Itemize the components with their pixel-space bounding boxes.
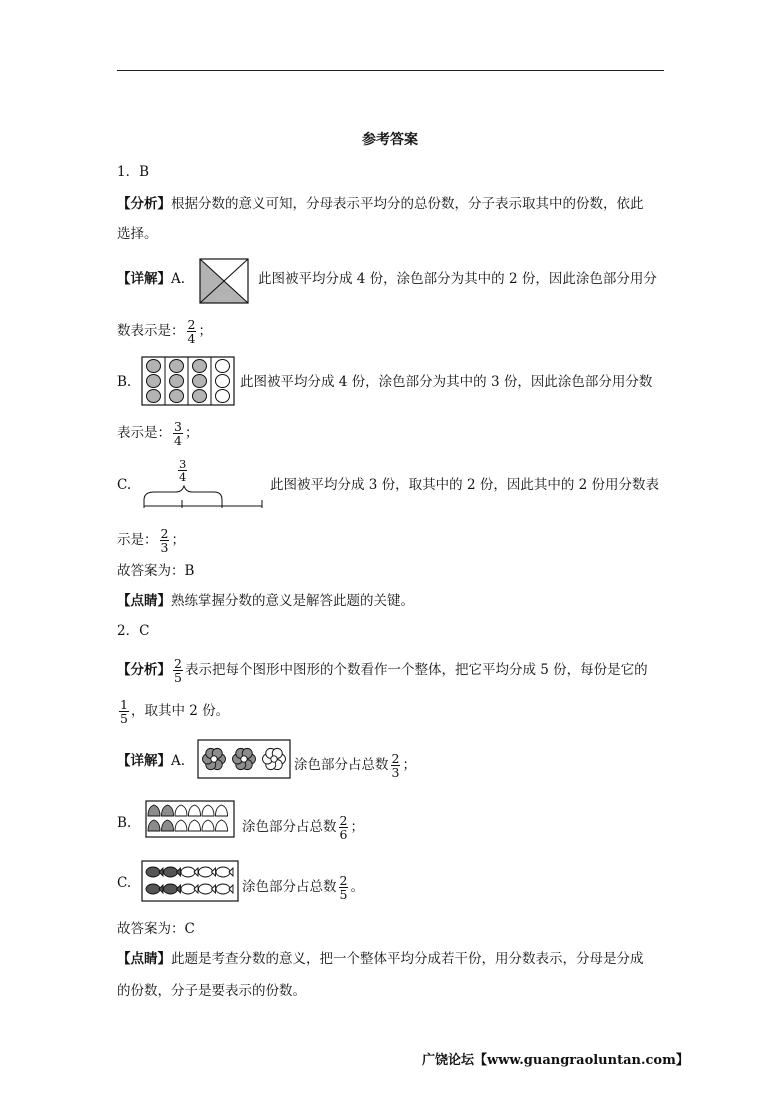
q2-analysis-line1: 【分析】 $\frac{2}{5}$ 表示把每个图形中图形的个数看作一个整体，把它平均分成 5 份，每份是它的 (117, 656, 648, 685)
q2-a-line: 涂色部分占总数 $\frac{2}{3}$ ； (294, 751, 416, 780)
q1-c-fraction: $\frac{2}{3}$ (160, 526, 169, 555)
page-title: 参考答案 (362, 132, 418, 148)
q1-b-text: 此图被平均分成 4 份，涂色部分为其中的 3 份，因此涂色部分用分数 (240, 374, 653, 390)
fish-group (146, 867, 233, 894)
circle-shape (216, 375, 230, 388)
flower-icon (263, 748, 286, 769)
leaf-icon (148, 805, 160, 816)
q2-number: 2．C (117, 623, 150, 639)
q2-analysis-fraction: $\frac{2}{5}$ (174, 656, 182, 685)
fish-icon (216, 884, 233, 894)
leaf-icon (216, 820, 228, 831)
q2-comment-line2: 的份数，分子是要表示的份数。 (117, 983, 306, 999)
q2-answer: 故答案为：C (117, 921, 195, 937)
leaf-icon (216, 805, 228, 816)
circle-shape (147, 360, 161, 373)
q2-b-line: 涂色部分占总数 $\frac{2}{6}$ ； (242, 813, 364, 842)
q1-answer: 故答案为：B (117, 563, 195, 579)
q1-detail-a-line (117, 270, 185, 288)
circle-shape (170, 360, 184, 373)
q1-c-text: 此图被平均分成 3 份，取其中的 2 份，因此其中的 2 份用分数表 (270, 477, 660, 493)
footer-site-label: 广饶论坛【www.guangraoluntan.com】 (422, 1053, 689, 1068)
q1-b-label: B. (117, 374, 132, 390)
leaf-icon (202, 820, 214, 831)
circle-shape (193, 360, 207, 373)
square-quarters-figure (200, 259, 248, 303)
q1-analysis-line2: 选择。 (117, 226, 158, 242)
q1-a-text2: 数表示是： (117, 323, 185, 339)
fish-icon (146, 867, 163, 877)
q2-analysis-fraction2: $\frac{1}{5}$ (120, 697, 128, 726)
q1-a-text: 此图被平均分成 4 份，涂色部分为其中的 2 份，因此涂色部分用分 (258, 271, 657, 287)
q1-analysis-line1 (117, 195, 644, 213)
q1-b-text2: 表示是： (117, 425, 171, 441)
leaf-icon (175, 805, 187, 816)
q1-comment: 【点睛】熟练掌握分数的意义是解答此题的关键。 (117, 593, 414, 609)
q2-detail-a: 【详解】A. (117, 753, 186, 769)
q2-c-line: 涂色部分占总数 $\frac{2}{5}$ 。 (242, 873, 364, 902)
fish-icon (181, 884, 198, 894)
circle-shape (216, 390, 230, 403)
leaves-group (148, 805, 228, 831)
leaves-figure (146, 801, 234, 837)
leaf-icon (202, 805, 214, 816)
leaf-icon (189, 805, 201, 816)
fish-icon (181, 867, 198, 877)
q1-c-label: C. (117, 477, 132, 493)
circle-shape (147, 375, 161, 388)
q1-a-label: A. (171, 271, 186, 287)
segment-brace-figure (142, 486, 264, 510)
q2-analysis-line2: $\frac{1}{5}$ ，取其中 2 份。 (120, 697, 230, 726)
flowers-group (203, 748, 286, 769)
circle-shape (147, 390, 161, 403)
circle-shape (170, 375, 184, 388)
leaf-icon (175, 820, 187, 831)
leaf-icon (162, 820, 174, 831)
q1-c-text2: 示是： (117, 532, 158, 548)
circle-shape (193, 390, 207, 403)
fish-figure (142, 861, 238, 901)
fish-icon (164, 867, 181, 877)
q1-a-fraction: $\frac{2}{4}$ (187, 317, 196, 346)
q1-c-figure-fraction: $\frac{3}{4}$ (179, 457, 187, 484)
fish-icon (164, 884, 181, 894)
flower-icon (203, 748, 226, 769)
q2-b-fraction: $\frac{2}{6}$ (339, 813, 348, 842)
q1-detail-tag: 【详解】 (117, 271, 171, 287)
circle-shape (193, 375, 207, 388)
flower-icon (233, 748, 256, 769)
q1-number: 1．B (117, 164, 150, 180)
q1-a-conclusion: 数表示是： $\frac{2}{4}$ ； (117, 317, 212, 346)
leaf-icon (162, 805, 174, 816)
fish-icon (199, 884, 216, 894)
q2-c-fraction: $\frac{2}{5}$ (339, 873, 348, 902)
q2-b-label: B. (117, 815, 132, 831)
q2-comment-line1: 【点睛】此题是考查分数的意义，把一个整体平均分成若干份，用分数表示，分母是分成 (117, 951, 644, 967)
fish-icon (216, 867, 233, 877)
circle-shape (170, 390, 184, 403)
q1-b-conclusion: 表示是： $\frac{3}{4}$ ； (117, 419, 199, 448)
leaf-icon (189, 820, 201, 831)
header-rule (117, 70, 664, 71)
q1-b-fraction: $\frac{3}{4}$ (174, 419, 182, 448)
circle-shape (216, 360, 230, 373)
fish-icon (199, 867, 216, 877)
q1-analysis-tag: 【分析】 (117, 196, 171, 212)
q1-c-conclusion: 示是： $\frac{2}{3}$ ； (117, 526, 185, 555)
fish-icon (146, 884, 163, 894)
q2-a-fraction: $\frac{2}{3}$ (391, 751, 400, 780)
leaf-icon (148, 820, 160, 831)
q2-c-label: C. (117, 875, 132, 891)
q1-analysis-text: 根据分数的意义可知，分母表示平均分的总份数，分子表示取其中的份数，依此 (171, 196, 644, 212)
circles-grid-figure (142, 357, 234, 405)
flowers-figure (198, 740, 290, 778)
